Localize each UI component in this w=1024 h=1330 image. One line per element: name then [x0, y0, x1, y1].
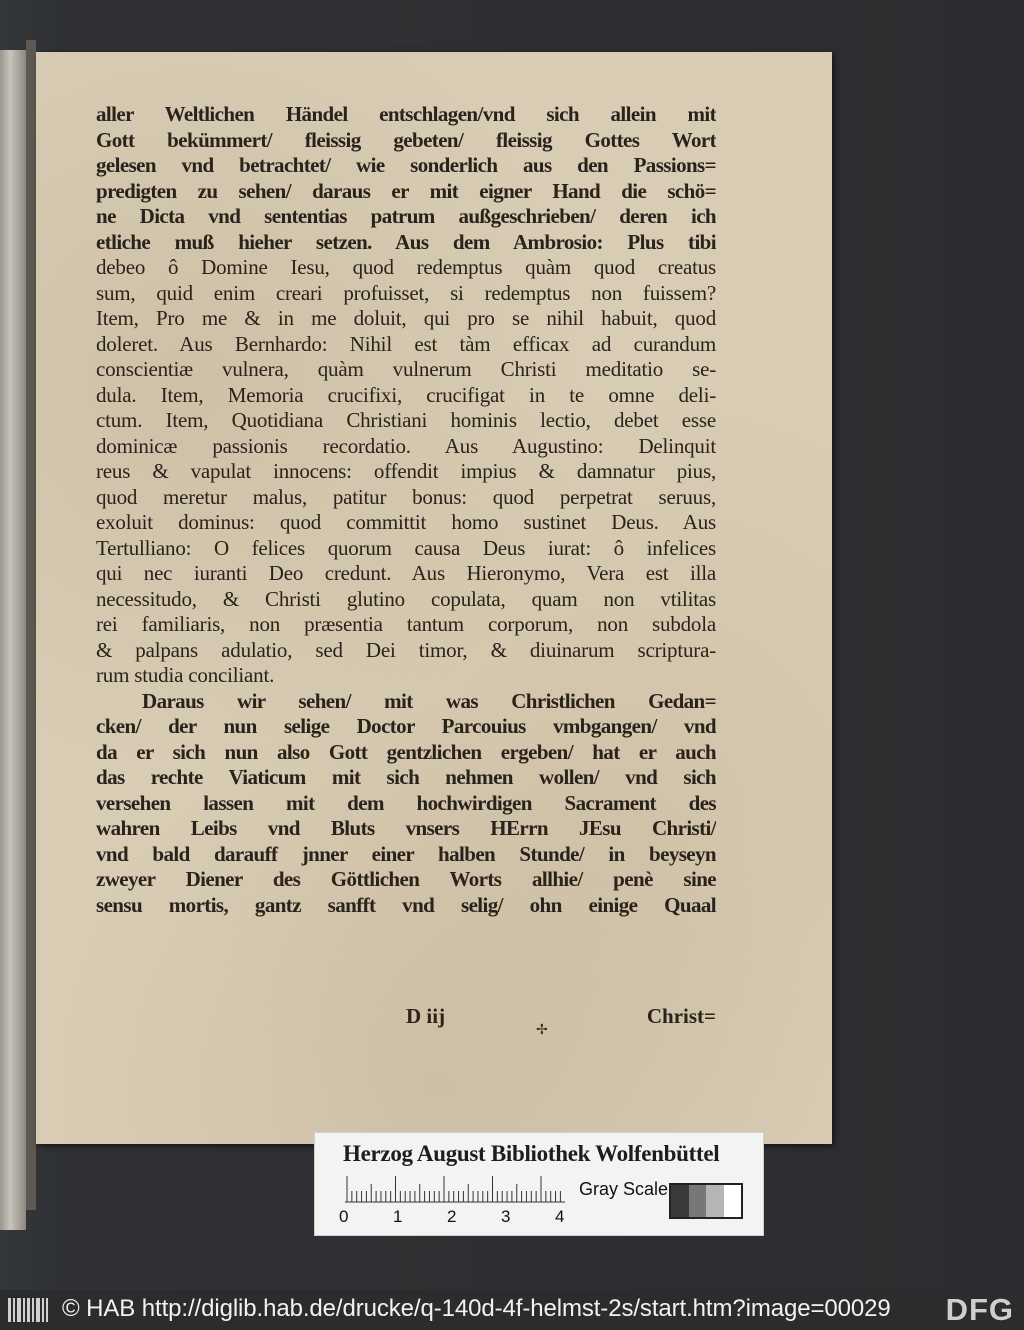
page-blemish: ✢: [536, 1023, 548, 1038]
text-line: etliche muß hieher setzen. Aus dem Ambrosio: Plus tibi: [96, 229, 716, 254]
gray-swatch: [671, 1185, 689, 1217]
text-line: Daraus wir sehen/ mit was Christlichen Gedan=: [142, 688, 716, 713]
ruler-scale: [345, 1175, 565, 1203]
text-line: sensu mortis, gantz sanfft vnd selig/ ohn einige Quaal: [96, 892, 716, 917]
book-page: [36, 52, 832, 1144]
color-reference-card: [314, 1132, 764, 1236]
gray-swatch: [706, 1185, 724, 1217]
ruler-numbers: [339, 1207, 569, 1229]
text-line: wahren Leibs vnd Bluts vnsers HErrn JEsu Christi/: [96, 816, 716, 840]
text-line: da er sich nun also Gott gentzlichen ergeben/ hat er auch: [96, 739, 716, 764]
text-line: predigten zu sehen/ daraus er mit eigner Hand die schö=: [96, 178, 716, 203]
ruler-number: 0: [339, 1207, 349, 1226]
text-line: necessitudo, & Christi glutino copulata, quam non vtilitas: [96, 586, 716, 611]
dfg-logo: DFG: [945, 1292, 1014, 1327]
text-line: debeo ô Domine Iesu, quod redemptus quàm quod creatus: [96, 255, 716, 279]
text-line: qui nec iuranti Deo credunt. Aus Hieronymo, Vera est illa: [96, 561, 716, 585]
text-line: dominicæ passionis recordatio. Aus Augustino: Delinquit: [96, 433, 716, 458]
text-line: rum studia conciliant.: [96, 663, 275, 687]
text-line: Tertulliano: O felices quorum causa Deus iurat: ô infelices: [96, 535, 716, 560]
text-line: Item, Pro me & in me doluit, qui pro se nihil habuit, quod: [96, 306, 716, 330]
text-line: gelesen vnd betrachtet/ wie sonderlich aus den Passions=: [96, 153, 716, 177]
catchword: Christ=: [646, 1004, 716, 1028]
text-line: ctum. Item, Quotidiana Christiani hominis lectio, debet esse: [96, 408, 716, 432]
text-line: ne Dicta vnd sententias patrum außgeschrieben/ deren ich: [96, 204, 716, 228]
text-line: quod meretur malus, patitur bonus: quod perpetrat seruus,: [96, 484, 716, 509]
text-line: reus & vapulat innocens: offendit impius & damnatur pius,: [96, 459, 716, 483]
text-line: cken/ der nun selige Doctor Parcouius vmbgangen/ vnd: [96, 714, 716, 738]
gray-swatch: [724, 1185, 742, 1217]
page-footer: [96, 1004, 716, 1030]
text-line: doleret. Aus Bernhardo: Nihil est tàm efficax ad curandum: [96, 331, 716, 356]
adjacent-page-edge: [0, 50, 26, 1230]
text-line: sum, quid enim creari profuisset, si redemptus non fuissem?: [96, 280, 716, 305]
text-line: conscientiæ vulnera, quàm vulnerum Christi meditatio se-: [96, 357, 716, 381]
text-line: dula. Item, Memoria crucifixi, crucifigat in te omne deli-: [96, 382, 716, 407]
gray-swatch: [689, 1185, 707, 1217]
card-title: Herzog August Bibliothek Wolfenbüttel: [343, 1141, 720, 1166]
text-line: aller Weltlichen Händel entschlagen/vnd sich allein mit: [96, 102, 716, 126]
ruler-number: 1: [393, 1207, 403, 1226]
text-line: das rechte Viaticum mit sich nehmen wollen/ vnd sich: [96, 765, 716, 789]
text-line: exoluit dominus: quod committit homo sustinet Deus. Aus: [96, 510, 716, 534]
copyright-link[interactable]: © HAB http://diglib.hab.de/drucke/q-140d-4f-helmst-2s/start.htm?image=00029: [62, 1295, 891, 1322]
text-line: rei familiaris, non præsentia tantum corporum, non subdola: [96, 612, 716, 636]
binding-shadow: [26, 40, 36, 1210]
text-line: zweyer Diener des Göttlichen Worts allhie/ penè sine: [96, 867, 716, 891]
ruler-number: 4: [555, 1207, 565, 1226]
ruler-number: 3: [501, 1207, 511, 1226]
barcode-icon: [8, 1298, 48, 1322]
text-line: vnd bald darauff jnner einer halben Stunde/ in beyseyn: [96, 841, 716, 866]
ruler-number: 2: [447, 1207, 457, 1226]
text-line: Gott bekümmert/ fleissig gebeten/ fleissig Gottes Wort: [96, 127, 716, 152]
text-line: & palpans adulatio, sed Dei timor, & diuinarum scriptura-: [96, 637, 716, 662]
gray-scale-swatches: [669, 1183, 743, 1219]
footer-bar: [0, 1290, 1024, 1330]
page-text: [96, 102, 716, 918]
text-line: versehen lassen mit dem hochwirdigen Sacrament des: [96, 790, 716, 815]
signature-mark: D iij: [406, 1004, 446, 1028]
gray-scale-label: Gray Scale: [579, 1179, 669, 1199]
